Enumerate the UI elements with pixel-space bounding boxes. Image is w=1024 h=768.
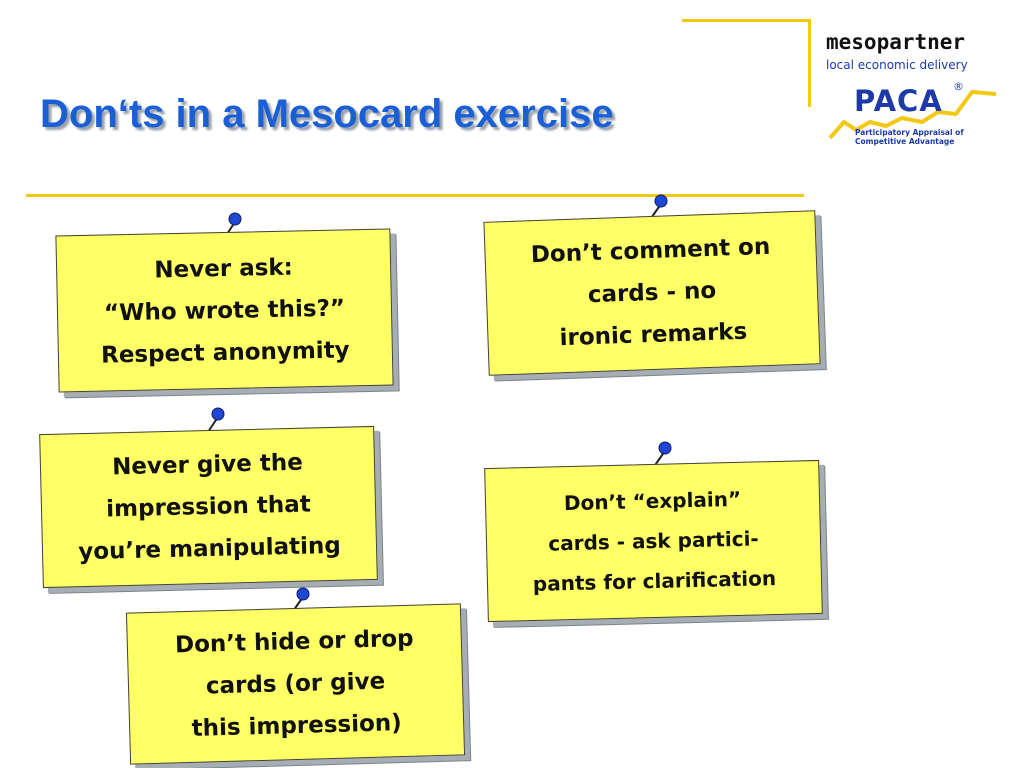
mesocard-dont-explain: [484, 460, 823, 622]
card-line: impression that: [105, 491, 312, 523]
mesocard-dont-hide: [126, 603, 465, 764]
card-line: cards - no: [587, 277, 717, 309]
mesocard-never-give-impression: [39, 426, 378, 588]
card-line: Never give the: [111, 449, 304, 481]
card-line: pants for clarification: [532, 566, 777, 596]
card-line: Respect anonymity: [100, 336, 350, 369]
card-line: Don’t comment on: [530, 233, 771, 269]
slide-title: Don‘ts in a Mesocard exercise: [40, 92, 614, 136]
card-line: Don’t “explain”: [563, 486, 742, 516]
paca-registered-mark: ®: [953, 80, 964, 93]
card-line: ironic remarks: [559, 318, 748, 352]
card-line: cards (or give: [205, 668, 386, 700]
mesopartner-logo-name: mesopartner: [826, 30, 966, 54]
mesocard-never-ask: [55, 229, 393, 393]
card-line: Don’t hide or drop: [174, 625, 414, 659]
paca-logo-subtitle: [855, 128, 985, 146]
mesocard-dont-comment: [483, 210, 820, 375]
card-line: “Who wrote this?”: [103, 294, 346, 327]
card-line: cards - ask partici-: [548, 526, 759, 556]
mesopartner-logo-tagline: local economic delivery: [826, 58, 968, 72]
logo-frame-top-line: [682, 19, 810, 22]
card-line: you’re manipulating: [77, 532, 342, 566]
paca-logo-word: PACA: [854, 84, 943, 118]
paca-subtitle-line: Competitive Advantage: [855, 137, 955, 146]
logo-frame-side-line: [808, 19, 811, 107]
title-underline: [26, 194, 804, 197]
paca-subtitle-line: Participatory Appraisal of: [855, 128, 964, 137]
card-line: Never ask:: [154, 254, 294, 283]
card-line: this impression): [191, 710, 403, 742]
